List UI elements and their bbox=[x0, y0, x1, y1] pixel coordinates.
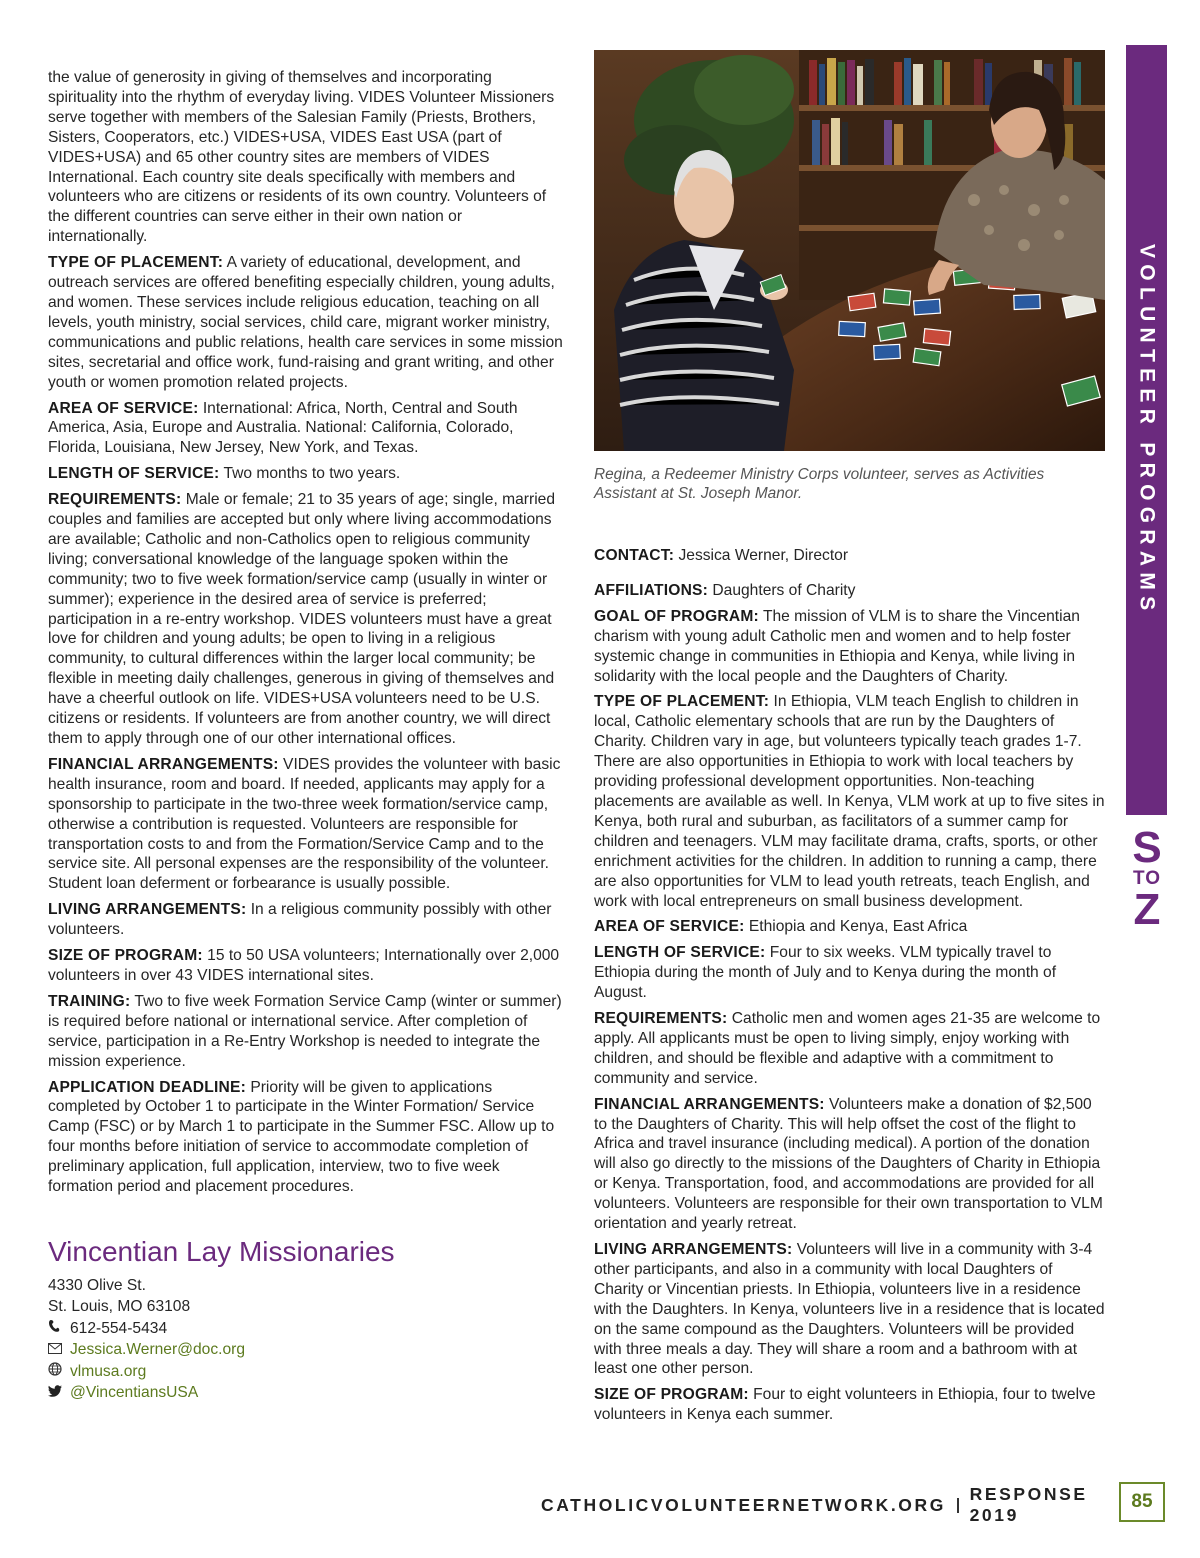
section-text: VIDES provides the volunteer with basic health insurance, room and board. If needed, applicants may apply for a sponsorship to participate in the two-three week formation/service camp, otherwise a contribution is requested. Volunteers are responsible for transportation costs to and from the Formation/Service Camp and to the service site. All personal expenses are the responsibility of the volunteer. Student loan deferment or forbearance is usually possible. bbox=[48, 755, 561, 893]
section-label: TRAINING: bbox=[48, 992, 131, 1010]
section-text: A variety of educational, development, and outreach services are offered benefiting especially children, young adults, and women. These services include religious education, teaching on all levels, youth ministry, social services, child care, migrant worker ministry, communications and public relations, health care services in some mission sites, secretarial and office work, fund-raising and grant writing, and other youth or women promotion related projects. bbox=[48, 254, 563, 391]
vides-living-arrangements bbox=[48, 900, 563, 940]
photo-illustration bbox=[594, 50, 1105, 451]
section-label: AREA OF SERVICE: bbox=[594, 918, 745, 936]
range-to: TO bbox=[1132, 868, 1162, 889]
vides-size-of-program bbox=[48, 946, 563, 986]
section-label: SIZE OF PROGRAM: bbox=[594, 1386, 749, 1404]
section-text: Two months to two years. bbox=[223, 465, 401, 483]
vlm-length-of-service bbox=[594, 943, 1106, 1003]
section-text: 15 to 50 USA volunteers; Internationally over 2,000 volunteers in over 43 VIDES international sites. bbox=[48, 947, 560, 984]
section-text: Male or female; 21 to 35 years of age; single, married couples and families are accepted but only where living accommodations are available; Catholic and non-Catholics open to religious community living; conversational knowledge of the language spoken within the community; two to five week formation/service camp (usually in winter or summer); experience in the desired area of service is preferred; participation in a re-entry workshop. VIDES volunteers must have a great love for children and young adults; be open to living in a religious community, to cultural differences within the larger local community; be flexible in meeting daily challenges, generous in giving of themselves and have a cheerful outlook on life. VIDES+USA volunteers need to be U.S. citizens or residents. If volunteers are from another country, we will direct them to apply through one of our other international offices. bbox=[48, 491, 556, 747]
photo-caption: Regina, a Redeemer Ministry Corps volunteer, serves as Activities Assistant at St. Joseph Manor. bbox=[594, 466, 1045, 502]
vlm-type-of-placement bbox=[594, 692, 1106, 911]
section-text: In a religious community possibly with other volunteers. bbox=[48, 901, 552, 939]
range-end: Z bbox=[1133, 885, 1161, 934]
vlm-affiliations bbox=[594, 581, 1106, 601]
email-icon bbox=[48, 1339, 70, 1361]
vides-training bbox=[48, 992, 563, 1072]
section-text: The mission of VLM is to share the Vincentian charism with young adult Catholic men and women and to help foster systemic change in communities in Ethiopia and Kenya, while living in solidarity with the local people and the Daughters of Charity. bbox=[594, 607, 1080, 685]
org-address-line2: St. Louis, MO 63108 bbox=[48, 1298, 191, 1316]
vides-intro: the value of generosity in giving of themselves and incorporating spirituality into the rhythm of everyday living. VIDES Volunteer Missioners serve together with members of the Salesian Family (Priests, Brothers, Sisters, Cooperators, etc.) VIDES+USA, VIDES East USA (part of VIDES+USA) and 65 other country sites are members of VIDES International. Each country site deals specifically with members and volunteers who are citizens or residents of its own country. Volunteers of the different countries can serve either in their own nation or internationally. bbox=[48, 69, 555, 246]
section-text: Jessica Werner, Director bbox=[678, 547, 849, 564]
email-link[interactable]: Jessica.Werner@doc.org bbox=[70, 1341, 246, 1359]
phone-number: 612-554-5434 bbox=[70, 1319, 168, 1337]
vides-financial-arrangements bbox=[48, 755, 563, 894]
twitter-icon bbox=[48, 1382, 70, 1404]
vides-requirements bbox=[48, 490, 563, 749]
section-label: LIVING ARRANGEMENTS: bbox=[594, 1241, 793, 1258]
section-label: FINANCIAL ARRANGEMENTS: bbox=[48, 755, 279, 773]
sidebar-label-wrap bbox=[1126, 45, 1167, 815]
vides-type-of-placement bbox=[48, 253, 563, 392]
website-link[interactable]: vlmusa.org bbox=[70, 1362, 147, 1380]
vlm-goal-of-program bbox=[594, 607, 1106, 687]
vlm-financial-arrangements bbox=[594, 1095, 1106, 1234]
section-text: Volunteers make a donation of $2,500 to the Daughters of Charity. This will help offset the cost of the flight to Africa and travel insurance (including medical). A portion of the donation will also go directly to the missions of the Daughters of Charity in Ethiopia or Kenya. Transportation, food, and accommodations are provided for all volunteers. Volunteers are responsible for their own transportation to VLM orientation and yearly retreat. bbox=[594, 1095, 1103, 1233]
section-text: Four to six weeks. VLM typically travel to Ethiopia during the month of July and to Kenya during the month of August. bbox=[594, 944, 1057, 1002]
vides-area-of-service bbox=[48, 399, 563, 459]
footer-site: CATHOLICVOLUNTEERNETWORK.ORG bbox=[541, 1494, 946, 1515]
section-text: Four to eight volunteers in Ethiopia, four to twelve volunteers in Kenya each summer. bbox=[594, 1386, 1096, 1424]
section-text: International: Africa, North, Central and South America, Asia, Europe and Australia. National: California, Colorado, Florida, Louisiana, New Jersey, New York, and Texas. bbox=[48, 399, 518, 457]
section-label: TYPE OF PLACEMENT: bbox=[48, 254, 224, 272]
section-text: Two to five week Formation Service Camp (winter or summer) is required before national or international service. After completion of service, participation in a Re-Entry Workshop is needed to integrate the mission experience. bbox=[48, 992, 562, 1070]
footer-issue: RESPONSE 2019 bbox=[969, 1484, 1088, 1525]
org-twitter bbox=[48, 1382, 563, 1404]
section-text: In Ethiopia, VLM teach English to children in local, Catholic elementary schools that are run by the Daughters of Charity. Children vary in age, but volunteers typically teach grades 1-7. There are also opportunities in Ethiopia to work with local teachers by providing professional development opportunities. Non-teaching placements are available as well. In Kenya, VLM work at up to five sites in Kenya, both rural and suburban, as facilitators of a summer camp for children and teenagers. VLM may facilitate drama, crafts, sports, or other enrichment activities for the children. In addition to running a camp, there are also opportunities for VLM to lead youth retreats, teach English, and work with local entrepreneurs on small business development. bbox=[594, 693, 1105, 910]
section-label: REQUIREMENTS: bbox=[594, 1010, 728, 1028]
vlm-contact bbox=[594, 546, 1106, 566]
section-label: AFFILIATIONS: bbox=[594, 581, 709, 599]
section-text: Priority will be given to applications completed by October 1 to participate in the Winter Formation/ Service Camp (FSC) or by March 1 to participate in the Summer FSC. Allow up to four months before initiation of service to accommodate completion of preliminary application, full application, interview, two to five week formation period and placement procedures. bbox=[48, 1078, 555, 1196]
org-website bbox=[48, 1361, 563, 1383]
right-column bbox=[594, 546, 1106, 1431]
section-label: GOAL OF PROGRAM: bbox=[594, 607, 759, 625]
phone-icon bbox=[48, 1318, 70, 1340]
section-label: FINANCIAL ARRANGEMENTS: bbox=[594, 1095, 825, 1113]
section-label: LENGTH OF SERVICE: bbox=[594, 944, 766, 962]
section-label: LIVING ARRANGEMENTS: bbox=[48, 901, 247, 919]
left-column bbox=[48, 68, 563, 1404]
sidebar-label: VOLUNTEER PROGRAMS bbox=[1135, 243, 1159, 617]
org-address-line1: 4330 Olive St. bbox=[48, 1276, 146, 1294]
footer bbox=[541, 1484, 1111, 1525]
globe-icon bbox=[48, 1361, 70, 1383]
section-text: Ethiopia and Kenya, East Africa bbox=[748, 918, 968, 936]
org-title: Vincentian Lay Missionaries bbox=[48, 1235, 395, 1267]
section-range bbox=[1124, 823, 1170, 934]
range-start: S bbox=[1132, 823, 1162, 872]
footer-divider bbox=[957, 1498, 959, 1513]
section-label: REQUIREMENTS: bbox=[48, 491, 182, 509]
section-text: Volunteers will live in a community with 3-4 other participants, and also in a community with local Daughters of Charity or Vincentian priests. In Ethiopia, volunteers live in a residence with the Daughters. In Kenya, volunteers live in a residence that is located on the same compound as the Daughters. Volunteers will be provided with three meals a day. They will share a room and a bathroom with at least one other person. bbox=[594, 1241, 1105, 1378]
section-text: Daughters of Charity bbox=[712, 581, 856, 599]
vlm-requirements bbox=[594, 1009, 1106, 1089]
vides-application-deadline bbox=[48, 1078, 563, 1197]
section-label: CONTACT: bbox=[594, 547, 675, 564]
section-label: APPLICATION DEADLINE: bbox=[48, 1078, 246, 1096]
vlm-area-of-service bbox=[594, 917, 1106, 937]
section-label: TYPE OF PLACEMENT: bbox=[594, 693, 770, 711]
volunteer-photo bbox=[594, 50, 1105, 451]
org-email bbox=[48, 1339, 563, 1361]
vlm-size-of-program bbox=[594, 1385, 1106, 1425]
vides-length-of-service bbox=[48, 464, 563, 484]
section-label: LENGTH OF SERVICE: bbox=[48, 465, 220, 483]
section-label: AREA OF SERVICE: bbox=[48, 399, 199, 417]
page-number: 85 bbox=[1119, 1482, 1165, 1522]
section-label: SIZE OF PROGRAM: bbox=[48, 947, 203, 965]
org-phone bbox=[48, 1318, 563, 1340]
vlm-living-arrangements bbox=[594, 1240, 1106, 1379]
section-text: Catholic men and women ages 21-35 are welcome to apply. All applicants must be open to living simply, enjoy working with children, and should be flexible and adaptive with a commitment to community and service. bbox=[594, 1010, 1101, 1087]
twitter-link[interactable]: @VincentiansUSA bbox=[70, 1384, 199, 1402]
